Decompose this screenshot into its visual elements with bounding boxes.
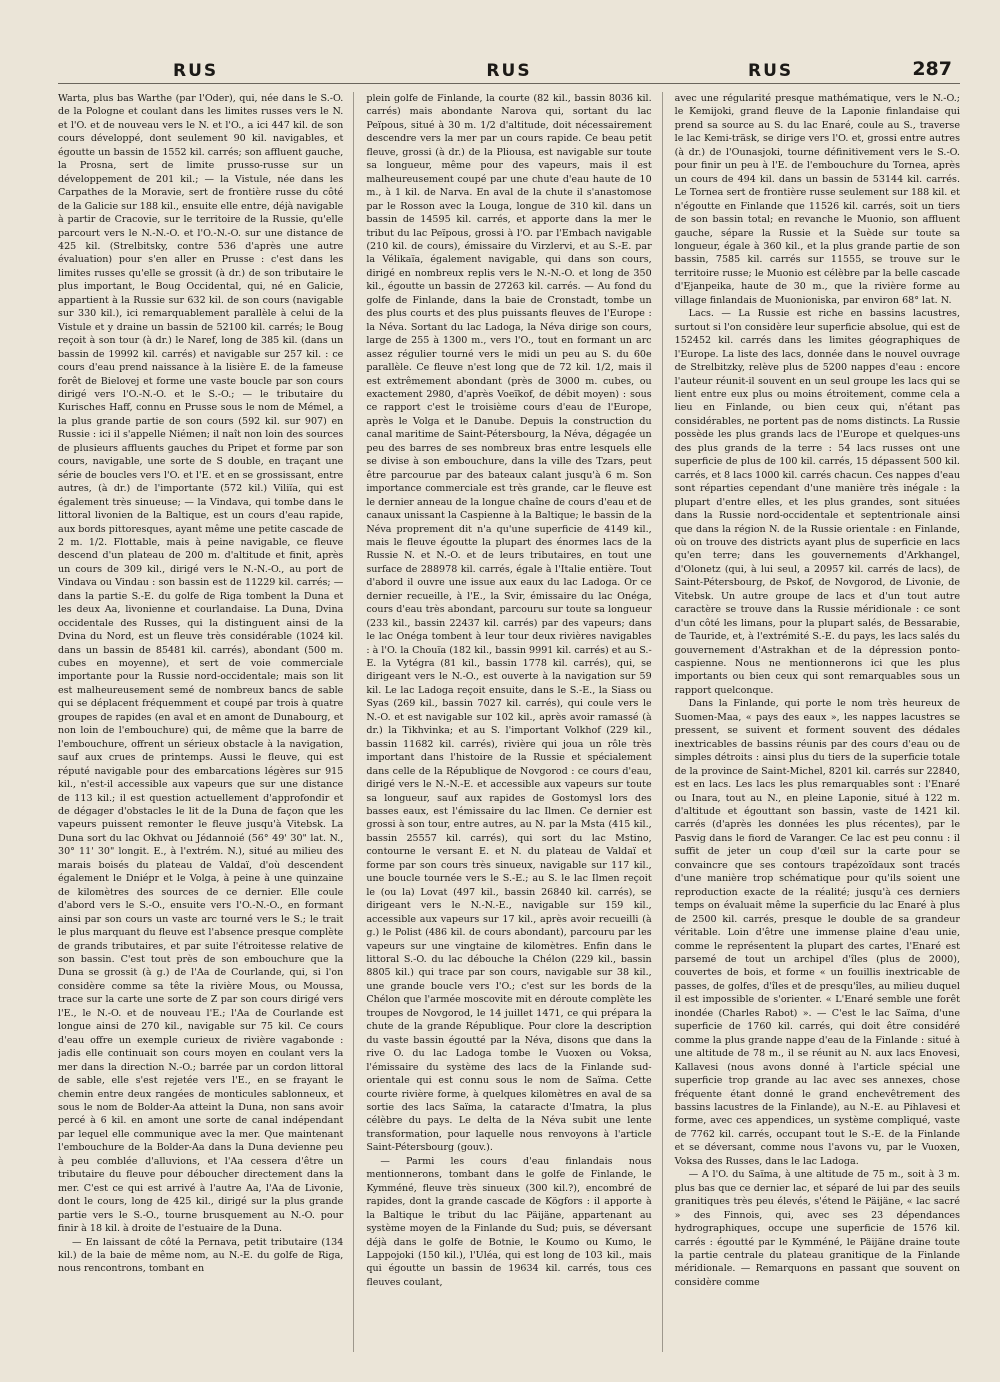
paragraph: Lacs. — La Russie est riche en bassins lacustres, surtout si l'on considère leur superficie absolue, qui est de 152452 kil. carrés dans les limites géographiques de l'Europe. La liste des lacs, donnée dans le nouvel ouvrage de Strelbitzky, relève plus de 5200 nappes d'eau : encore l'auteur réunit-il souvent en un seul groupe les lacs qui se lient entre eux plus ou moins étroitement, comme cela a lieu en Finlande, ou bien ceux qui, n'étant pas considérables, ne portent pas de noms distincts. La Russie possède les plus grands lacs de l'Europe et quelques-uns des plus grands de la terre : 54 lacs russes ont une superficie de plus de 100 kil. carrés, 15 dépassent 500 kil. carrés, et 8 lacs 1000 kil. carrés chacun. Ces nappes d'eau sont réparties cependant d'une manière très inégale : la plupart d'entre elles, et les plus grandes, sont situées dans la Russie nord-occidentale et septentrionale ainsi que dans la région N. de la Russie orientale : en Finlande, où on trouve des districts ayant plus de superficie en lacs qu'en terre; dans les gouvernements d'Arkhangel, d'Olonetz (qui, à lui seul, a 20957 kil. carrés de lacs), de Saint-Pétersbourg, de Pskof, de Novgorod, de Livonie, de Vitebsk. Un autre groupe de lacs et d'un tout autre caractère se trouve dans la Russie méridionale : ce sont d'un côté les limans, pour la plupart salés, de Bessarabie, de Tauride, et, à l'extrémité S.-E. du pays, les lacs salés du gouvernement d'Astrakhan et de la dépression ponto-caspienne. Nous ne mentionnerons ici que les plus importants ou bien ceux qui sont remarquables sous un rapport quelconque. [674,308,960,696]
paragraph: Dans la Finlande, qui porte le nom très heureux de Suomen-Maa, « pays des eaux », les nappes lacustres se pressent, se suivent et forment souvent des dédales inextricables de bassins réunis par des cours d'eau ou de simples détroits : ainsi plus du tiers de la superficie totale de la province de Saint-Michel, 8201 kil. carrés sur 22840, est en lacs. Les lacs les plus remarquables sont : l'Enaré ou Inara, tout au N., en pleine Laponie, situé à 122 m. d'altitude et égouttant son bassin, vaste de 1421 kil. carrés (d'après les données les plus récentes), par le Pasvig dans le fiord de Varanger. Ce lac est peu connu : il suffit de jeter un coup d'œil sur la carte pour se convaincre que ses contours trapézoïdaux sont tracés d'une manière trop schématique pour qu'ils soient une reproduction exacte de la réalité; jusqu'à ces derniers temps on évaluait même la superficie du lac Enaré à plus de 2500 kil. carrés, presque le double de sa grandeur véritable. Loin d'être une immense plaine d'eau unie, comme le représentent la plupart des cartes, l'Enaré est parsemé de tout un archipel d'îles (plus de 2000), couvertes de bois, et forme « un fouillis inextricable de passes, de golfes, d'îles et de presqu'îles, au milieu duquel il est impossible de s'orienter. « L'Enaré semble une forêt inondée (Charles Rabot) ». — C'est le lac Saïma, d'une superficie de 1760 kil. carrés, qui doit être considéré comme la plus grande nappe d'eau de la Finlande : situé à une altitude de 78 m., il se réunit au N. aux lacs Enovesi, Kallavesi (nous avons donné à l'article spécial une superficie trop grande au lac avec ses annexes, chose fréquente étant donné le grand enchevêtrement des bassins lacustres de la Finlande), au N.-E. au Pihlavesi et forme, avec ces appendices, un système compliqué, vaste de 7762 kil. carrés, occupant tout le S.-E. de la Finlande et se déversant, comme nous l'avons vu, par le Vuoxen, Voksa des Russes, dans le lac Ladoga. [674,698,960,1167]
paragraph: plein golfe de Finlande, la courte (82 kil., bassin 8036 kil. carrés) mais abondante Narova qui, sortant du lac Peïpous, situé à 30 m. 1/2 d'altitude, doit nécessairement descendre vers la mer par un cours rapide. Ce beau petit fleuve, grossi (à dr.) de la Pliousa, est navigable sur toute sa longueur, même pour des vapeurs, mais il est malheureusement coupé par une chute d'eau haute de 10 m., à 1 kil. de Narva. En aval de la chute il s'anastomose par le Rosson avec la Louga, longue de 310 kil. dans un bassin de 14595 kil. carrés, et apporte dans la mer le tribut du lac Peïpous, grossi à l'O. par l'Embach navigable (210 kil. de cours), émissaire du Virzlervi, et au S.-E. par la Vélikaïa, également navigable, qui dans son cours, dirigé en nombreux replis vers le N.-N.-O. et long de 350 kil., égoutte un bassin de 27263 kil. carrés. — Au fond du golfe de Finlande, dans la baie de Cronstadt, tombe un des plus courts et des plus puissants fleuves de l'Europe : la Néva. Sortant du lac Ladoga, la Néva dirige son cours, large de 255 à 1300 m., vers l'O., tout en formant un arc assez régulier tourné vers le midi un peu au S. du 60e parallèle. Ce fleuve n'est long que de 72 kil. 1/2, mais il est extrêmement abondant (près de 3000 m. cubes, ou exactement 2980, d'après Voeïkof, de débit moyen) : sous ce rapport c'est le troisième cours d'eau de l'Europe, après le Volga et le Danube. Depuis la construction du canal maritime de Saint-Pétersbourg, la Néva, dégagée un peu des barres de ses nombreux bras entre lesquels elle se divise à son embouchure, dans la ville des Tzars, peut être parcourue par des bateaux calant jusqu'à 6 m. Son importance commerciale est très grande, car le fleuve est le dernier anneau de la longue chaîne de cours d'eau et de canaux unissant la Caspienne à la Baltique; le bassin de la Néva proprement dit n'a qu'une superficie de 4149 kil., mais le fleuve égoutte la plupart des énormes lacs de la Russie N. et N.-O. et de leurs tributaires, en tout une surface de 288978 kil. carrés, égale à l'Italie entière. Tout d'abord il ouvre une issue aux eaux du lac Ladoga. Or ce dernier recueille, à l'E., la Svir, émissaire du lac Onéga, cours d'eau très abondant, parcouru sur toute sa longueur (233 kil., bassin 22437 kil. carrés) par des vapeurs; dans le lac Onéga tombent à leur tour deux rivières navigables : à l'O. la Chouïa (182 kil., bassin 9991 kil. carrés) et au S.-E. la Vytégra (81 kil., bassin 1778 kil. carrés), qui, se dirigeant vers le N.-O., est ouverte à la navigation sur 59 kil. Le lac Ladoga reçoit ensuite, dans le S.-E., la Siass ou Syas (269 kil., bassin 7027 kil. carrés), qui coule vers le N.-O. et est navigable sur 102 kil., après avoir ramassé (à dr.) la Tikhvinka; et au S. l'important Volkhof (229 kil., bassin 11682 kil. carrés), rivière qui joua un rôle très important dans l'histoire de la Russie et spécialement dans celle de la République de Novgorod : ce cours d'eau, dirigé vers le N.-N.-E. et accessible aux vapeurs sur toute sa longueur, sauf aux rapides de Gostomysl lors des basses eaux, est l'émissaire du lac Ilmen. Ce dernier est grossi à son tour, entre autres, au N. par la Msta (415 kil., bassin 25557 kil. carrés), qui sort du lac Mstino, contourne le versant E. et N. du plateau de Valdaï et forme par son cours très sinueux, navigable sur 117 kil., une boucle tournée vers le S.-E.; au S. le lac Ilmen reçoit le (ou la) Lovat (497 kil., bassin 26840 kil. carrés), se dirigeant vers le N.-N.-E., navigable sur 159 kil., accessible aux vapeurs sur 17 kil., après avoir recueilli (à g.) le Polist (486 kil. de cours abondant), parcouru par les vapeurs sur une vingtaine de kilomètres. Enfin dans le littoral S.-O. du lac débouche la Chélon (229 kil., bassin 8805 kil.) qui trace par son cours, navigable sur 38 kil., une grande boucle vers l'O.; c'est sur les bords de la Chélon que l'armée moscovite mit en déroute complète les troupes de Novgorod, le 14 juillet 1471, ce qui prépara la chute de la grande République. Pour clore la description du vaste bassin égoutté par la Néva, disons que dans la rive O. du lac Ladoga tombe le Vuoxen ou Voksa, l'émissaire du système des lacs de la Finlande sud-orientale qui est connu sous le nom de Saïma. Cette courte rivière forme, à quelques kilomètres en aval de sa sortie des lacs Saïma, la cataracte d'Imatra, la plus célèbre du pays. Le delta de la Néva subit une lente transformation, pour laquelle nous renvoyons à l'article Saint-Pétersbourg (gouv.). [366,93,652,1154]
paragraph: — En laissant de côté la Pernava, petit tributaire (134 kil.) de la baie de même nom, au N.-E. du golfe de Riga, nous rencontrons, tombant en [58,1236,344,1275]
paragraph: — Parmi les cours d'eau finlandais nous mentionnerons, tombant dans le golfe de Finlande, le Kymméné, fleuve très sinueux (300 kil.?), encombré de rapides, dont la grande cascade de Kögfors : il apporte à la Baltique le tribut du lac Päijäne, appartenant au système moyen de la Finlande du Sud; puis, se déversant déjà dans le golfe de Botnie, le Koumo ou Kumo, le Lappojoki (150 kil.), l'Uléa, qui est long de 103 kil., mais qui égoutte un bassin de 19634 kil. carrés, tous ces fleuves coulant, [366,1155,652,1288]
text-column-1 [58,92,354,1352]
paragraph: — A l'O. du Saïma, à une altitude de 75 m., soit à 3 m. plus bas que ce dernier lac, et séparé de lui par des seuils granitiques très peu élevés, s'étend le Päijäne, « lac sacré » des Finnois, qui, avec ses 23 dépendances hydrographiques, occupe une superficie de 1576 kil. carrés : égoutté par le Kymméné, le Päijäne draine toute la partie centrale du plateau granitique de la Finlande méridionale. — Remarquons en passant que souvent on considère comme [674,1169,960,1288]
running-header [58,55,960,84]
paragraph: Warta, plus bas Warthe (par l'Oder), qui, née dans le S.-O. de la Pologne et coulant dans les limites russes vers le N. et l'O. et de nouveau vers le N. et l'O., a ici 447 kil. de son cours développé, dont seulement 90 kil. navigables, et égoutte un bassin de 1552 kil. carrés; son affluent gauche, la Prosna, sert de limite prusso-russe sur un développement de 201 kil.; — la Vistule, née dans les Carpathes de la Moravie, sert de frontière russe du côté de la Galicie sur 188 kil., ensuite elle entre, déjà navigable à partir de Cracovie, sur le territoire de la Russie, qu'elle parcourt vers le N.-N.-O. et l'O.-N.-O. sur une distance de 425 kil. (Strelbitsky, contre 536 d'après une autre évaluation) pour s'en aller en Prusse : c'est dans les limites russes qu'elle se grossit (à dr.) de son tributaire le plus important, le Boug Occidental, qui, né en Galicie, appartient à la Russie sur 632 kil. de son cours (navigable sur 330 kil.), ici remarquablement parallèle à celui de la Vistule et y draine un bassin de 52100 kil. carrés; le Boug reçoit à son tour (à dr.) le Naref, long de 385 kil. (dans un bassin de 19992 kil. carrés) et navigable sur 257 kil. : ce cours d'eau prend naissance à la lisière E. de la fameuse forêt de Bielovej et forme une vaste boucle par son cours dirigé vers l'O.-N.-O. et le S.-O.; — le tributaire du Kurisches Haff, connu en Prusse sous le nom de Mémel, a la plus grande partie de son cours (592 kil. sur 907) en Russie : ici il s'appelle Niémen; il naît non loin des sources de plusieurs affluents gauches du Pripet et forme par son cours, navigable, une sorte de S double, en traçant une série de boucles vers l'O. et l'E. et en se grossissant, entre autres, (à dr.) de l'importante (572 kil.) Viliïa, qui est également très sinueuse; — la Vindava, qui tombe dans le littoral livonien de la Baltique, est un cours d'eau rapide, aux bords pittoresques, ayant même une petite cascade de 2 m. 1/2. Flottable, mais à peine navigable, ce fleuve descend d'un plateau de 200 m. d'altitude et finit, après un cours de 309 kil., dirigé vers le N.-N.-O., au port de Vindava ou Vindau : son bassin est de 11229 kil. carrés; — dans la partie S.-E. du golfe de Riga tombent la Duna et les deux Aa, livonienne et courlandaise. La Duna, Dvina occidentale des Russes, qui la distinguent ainsi de la Dvina du Nord, est un fleuve très considérable (1024 kil. dans un bassin de 85481 kil. carrés), abondant (500 m. cubes en moyenne), et sert de voie commerciale importante pour la Russie nord-occidentale; mais son lit est malheureusement semé de nombreux bancs de sable qui se déplacent fréquemment et coupé par trois à quatre groupes de rapides (en aval et en amont de Dunabourg, et non loin de l'embouchure) qui, de même que la barre de l'embouchure, offrent un sérieux obstacle à la navigation, sauf aux crues de printemps. Aussi le fleuve, qui est réputé navigable pour des embarcations légères sur 915 kil., n'est-il accessible aux vapeurs que sur une distance de 113 kil.; il est question actuellement d'approfondir et de dégager d'obstacles le lit de la Duna de façon que les vapeurs puissent remonter le fleuve jusqu'à Vitebsk. La Duna sort du lac Okhvat ou Jédannoié (56° 49' 30" lat. N., 30° 11' 30" longit. E., à l'extrém. N.), situé au milieu des marais boisés du plateau de Valdaï, d'où descendent également le Dniépr et le Volga, à peine à une quinzaine de kilomètres des sources de ce dernier. Elle coule d'abord vers le S.-O., ensuite vers l'O.-N.-O., en formant ainsi par son cours un vaste arc tourné vers le S.; le trait le plus marquant du fleuve est l'absence presque complète de grands tributaires, et par suite l'étroitesse relative de son bassin. C'est tout près de son embouchure que la Duna se grossit (à g.) de l'Aa de Courlande, qui, si l'on considère comme sa tête la rivière Mous, ou Moussa, trace sur la carte une sorte de Z par son cours dirigé vers l'E., le N.-O. et de nouveau l'E.; l'Aa de Courlande est longue ainsi de 270 kil., navigable sur 75 kil. Ce cours d'eau offre un exemple curieux de rivière vagabonde : jadis elle continuait son cours moyen en coulant vers la mer dans la direction N.-O.; barrée par un cordon littoral de sable, elle s'est rejetée vers l'E., en se frayant le chemin entre deux rangées de monticules sablonneux, et sous le nom de Bolder-Aa atteint la Duna, non sans avoir percé à 6 kil. en amont une sorte de canal indépendant par lequel elle communique avec la mer. Que maintenant l'embouchure de la Bolder-Aa dans la Duna devienne peu à peu comblée d'alluvions, et l'Aa cessera d'être un tributaire du fleuve pour déboucher directement dans la mer. C'est ce qui est arrivé à l'autre Aa, l'Aa de Livonie, dont le cours, long de 425 kil., dirigé sur la plus grande partie vers le S.-O., tourne brusquement au N.-O. pour finir à 18 kil. à droite de l'estuaire de la Duna. [58,93,344,1235]
text-column-3 [675,92,960,1352]
paragraph: avec une régularité presque mathématique, vers le N.-O.; le Kemijoki, grand fleuve de la Laponie finlandaise qui prend sa source au S. du lac Enaré, coule au S., traverse le lac Kemi-träsk, se dirige vers l'O. et, grossi entre autres (à dr.) de l'Ounasjoki, tourne définitivement vers le S.-O. pour finir un peu à l'E. de l'embouchure du Tornea, après un cours de 494 kil. dans un bassin de 53144 kil. carrés. Le Tornea sert de frontière russe seulement sur 188 kil. et n'égoutte en Finlande que 11526 kil. carrés, soit un tiers de son bassin total; en revanche le Muonio, son affluent gauche, sépare la Russie et la Suède sur toute sa longueur, égale à 360 kil., et la plus grande partie de son bassin, 7585 kil. carrés sur 11555, se trouve sur le territoire russe; le Muonio est célèbre par la belle cascade d'Ejanpeika, haute de 30 m., que la rivière forme au village finlandais de Muonioniska, par environ 68° lat. N. [674,93,960,306]
header-left-word: RUS [173,61,219,81]
text-column-2 [366,92,662,1352]
page-number: 287 [912,58,952,80]
header-center-word: RUS [486,61,532,81]
text-columns [58,92,960,1352]
header-right-word: RUS [748,61,794,81]
